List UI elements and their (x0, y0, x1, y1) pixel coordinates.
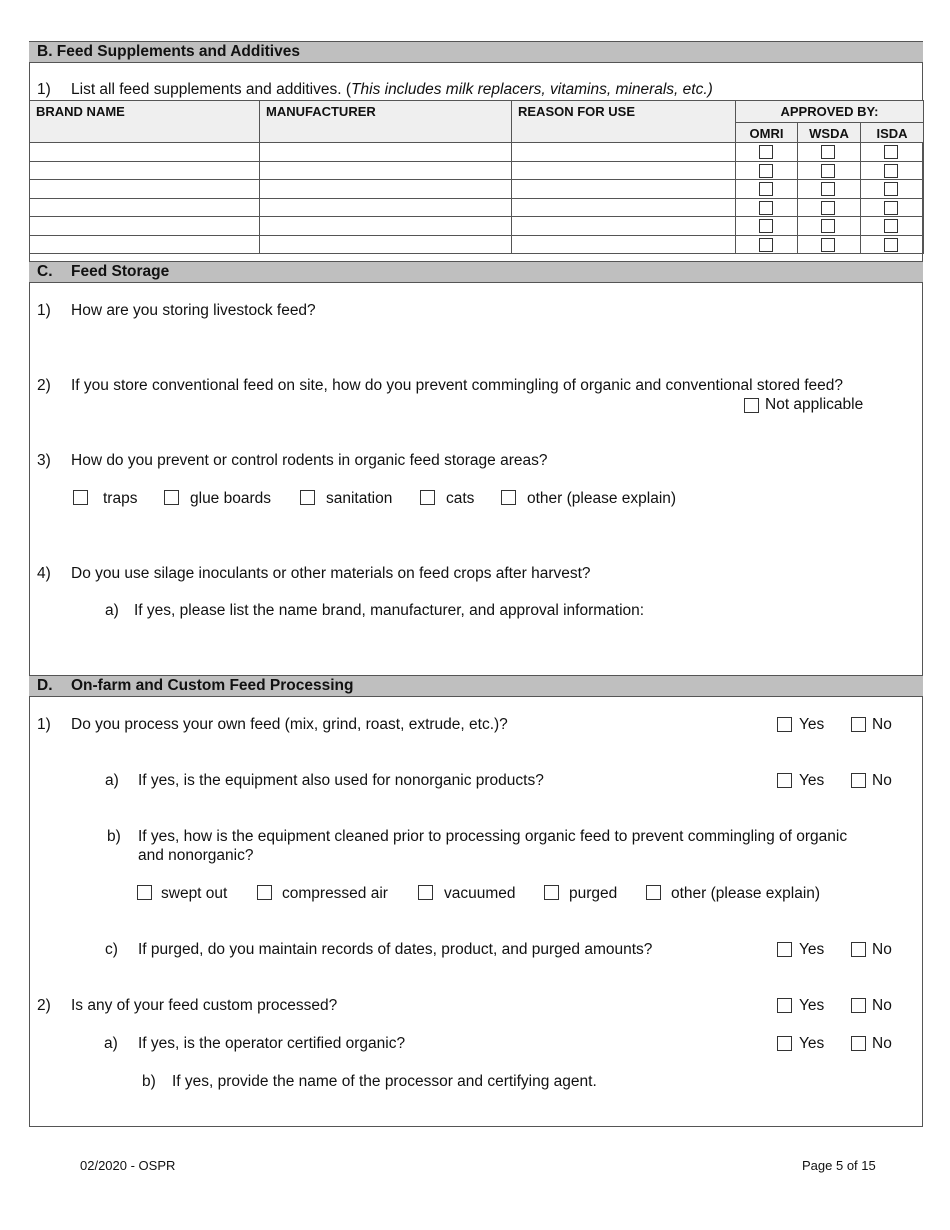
manufacturer-cell[interactable] (260, 198, 512, 217)
compressed-air-checkbox[interactable] (257, 885, 272, 900)
footer-page-number: Page 5 of 15 (802, 1158, 876, 1173)
col-header-isda: ISDA (861, 123, 924, 143)
not-applicable-label: Not applicable (765, 396, 864, 413)
section-d-letter: D. (37, 677, 53, 694)
wsda-checkbox[interactable] (821, 201, 835, 215)
brand-name-cell[interactable] (30, 217, 260, 236)
isda-checkbox[interactable] (884, 219, 898, 233)
d2-yes-label: Yes (799, 997, 825, 1014)
d2-no-label: No (872, 997, 892, 1014)
reason-cell[interactable] (512, 198, 736, 217)
isda-checkbox[interactable] (884, 145, 898, 159)
section-b-q1-italic: This includes milk replacers, vitamins, minerals, etc.) (351, 81, 713, 98)
col-header-reason: REASON FOR USE (512, 101, 736, 143)
d1a-yes-checkbox[interactable] (777, 773, 792, 788)
purged-label: purged (569, 885, 618, 902)
table-row (30, 180, 924, 199)
wsda-checkbox[interactable] (821, 238, 835, 252)
wsda-checkbox[interactable] (821, 182, 835, 196)
isda-checkbox[interactable] (884, 182, 898, 196)
section-d-q1c: If purged, do you maintain records of dates, product, and purged amounts? (138, 941, 653, 958)
section-c-letter: C. (37, 263, 53, 280)
rodent-other-label: other (please explain) (527, 490, 677, 507)
glue-boards-checkbox[interactable] (164, 490, 179, 505)
manufacturer-cell[interactable] (260, 143, 512, 162)
d1c-no-label: No (872, 941, 892, 958)
section-d-q1a-label: a) (105, 772, 119, 789)
section-b-q1-text: List all feed supplements and additives. ( (71, 81, 352, 98)
section-d-q2-number: 2) (37, 997, 51, 1014)
d1a-no-checkbox[interactable] (851, 773, 866, 788)
vacuumed-checkbox[interactable] (418, 885, 433, 900)
section-d-q1-number: 1) (37, 716, 51, 733)
table-row (30, 217, 924, 236)
col-header-brand-name: BRAND NAME (30, 101, 260, 143)
cats-checkbox[interactable] (420, 490, 435, 505)
isda-checkbox[interactable] (884, 164, 898, 178)
section-c-q4-number: 4) (37, 565, 51, 582)
section-c-q3-number: 3) (37, 452, 51, 469)
wsda-checkbox[interactable] (821, 219, 835, 233)
swept-out-label: swept out (161, 885, 228, 902)
manufacturer-cell[interactable] (260, 180, 512, 199)
section-d-title: On-farm and Custom Feed Processing (71, 677, 354, 694)
isda-checkbox[interactable] (884, 201, 898, 215)
section-b-q1-number: 1) (37, 81, 51, 98)
omri-checkbox[interactable] (759, 145, 773, 159)
d2-yes-checkbox[interactable] (777, 998, 792, 1013)
supplements-table (29, 100, 924, 254)
d2a-no-checkbox[interactable] (851, 1036, 866, 1051)
section-c-title: Feed Storage (71, 263, 170, 280)
section-b-title: B. Feed Supplements and Additives (37, 43, 300, 60)
d1c-yes-label: Yes (799, 941, 825, 958)
d2a-yes-checkbox[interactable] (777, 1036, 792, 1051)
d1c-no-checkbox[interactable] (851, 942, 866, 957)
section-b-q1 (71, 81, 713, 99)
glue-boards-label: glue boards (190, 490, 272, 507)
sanitation-checkbox[interactable] (300, 490, 315, 505)
table-row (30, 161, 924, 180)
section-c-q4a: If yes, please list the name brand, manufacturer, and approval information: (134, 602, 645, 619)
d2a-no-label: No (872, 1035, 892, 1052)
section-d-q1b-label: b) (107, 828, 121, 845)
d1-yes-checkbox[interactable] (777, 717, 792, 732)
d1-no-label: No (872, 716, 892, 733)
d2-no-checkbox[interactable] (851, 998, 866, 1013)
section-c-q1-number: 1) (37, 302, 51, 319)
traps-label: traps (103, 490, 138, 507)
section-d-q1a: If yes, is the equipment also used for nonorganic products? (138, 772, 544, 789)
omri-checkbox[interactable] (759, 182, 773, 196)
table-row (30, 198, 924, 217)
d1a-yes-label: Yes (799, 772, 825, 789)
manufacturer-cell[interactable] (260, 235, 512, 254)
cleaning-other-label: other (please explain) (671, 885, 821, 902)
section-c-q2-number: 2) (37, 377, 51, 394)
d1-no-checkbox[interactable] (851, 717, 866, 732)
footer-form-code: 02/2020 - OSPR (80, 1158, 176, 1173)
omri-checkbox[interactable] (759, 219, 773, 233)
wsda-checkbox[interactable] (821, 164, 835, 178)
section-d-q1b-line1: If yes, how is the equipment cleaned prior to processing organic feed to prevent commingling of organic (138, 828, 848, 845)
col-header-manufacturer: MANUFACTURER (260, 101, 512, 143)
table-row (30, 143, 924, 162)
section-d-q2a-label: a) (104, 1035, 118, 1052)
rodent-other-checkbox[interactable] (501, 490, 516, 505)
section-c-q2: If you store conventional feed on site, how do you prevent commingling of organic and conventional stored feed? (71, 377, 844, 394)
section-d-q2: Is any of your feed custom processed? (71, 997, 338, 1014)
reason-cell[interactable] (512, 180, 736, 199)
omri-checkbox[interactable] (759, 238, 773, 252)
wsda-checkbox[interactable] (821, 145, 835, 159)
compressed-air-label: compressed air (282, 885, 388, 902)
cleaning-other-checkbox[interactable] (646, 885, 661, 900)
section-d-q2a: If yes, is the operator certified organic? (138, 1035, 406, 1052)
brand-name-cell[interactable] (30, 235, 260, 254)
section-d-q1b-line2: and nonorganic? (138, 847, 254, 864)
omri-checkbox[interactable] (759, 201, 773, 215)
section-d-q1c-label: c) (105, 941, 118, 958)
isda-checkbox[interactable] (884, 238, 898, 252)
reason-cell[interactable] (512, 161, 736, 180)
reason-cell[interactable] (512, 217, 736, 236)
d1-yes-label: Yes (799, 716, 825, 733)
section-c-q3: How do you prevent or control rodents in organic feed storage areas? (71, 452, 548, 469)
section-b-header (29, 41, 923, 63)
table-row (30, 235, 924, 254)
reason-cell[interactable] (512, 235, 736, 254)
section-c-q4a-label: a) (105, 602, 119, 619)
vacuumed-label: vacuumed (444, 885, 516, 902)
section-d-q2b: If yes, provide the name of the processor and certifying agent. (172, 1073, 597, 1090)
section-c-q1: How are you storing livestock feed? (71, 302, 316, 319)
d1a-no-label: No (872, 772, 892, 789)
col-header-approved-by: APPROVED BY: (736, 101, 924, 123)
col-header-omri: OMRI (736, 123, 798, 143)
section-c-header (29, 261, 923, 283)
d2a-yes-label: Yes (799, 1035, 825, 1052)
section-d-q2b-label: b) (142, 1073, 156, 1090)
brand-name-cell[interactable] (30, 161, 260, 180)
brand-name-cell[interactable] (30, 143, 260, 162)
not-applicable-checkbox[interactable] (744, 398, 759, 413)
sanitation-label: sanitation (326, 490, 393, 507)
manufacturer-cell[interactable] (260, 161, 512, 180)
section-d-q1: Do you process your own feed (mix, grind, roast, extrude, etc.)? (71, 716, 508, 733)
traps-checkbox[interactable] (73, 490, 88, 505)
section-d-header (29, 675, 923, 697)
cats-label: cats (446, 490, 475, 507)
reason-cell[interactable] (512, 143, 736, 162)
purged-checkbox[interactable] (544, 885, 559, 900)
manufacturer-cell[interactable] (260, 217, 512, 236)
d1c-yes-checkbox[interactable] (777, 942, 792, 957)
col-header-wsda: WSDA (798, 123, 861, 143)
brand-name-cell[interactable] (30, 180, 260, 199)
section-c-q4: Do you use silage inoculants or other materials on feed crops after harvest? (71, 565, 591, 582)
brand-name-cell[interactable] (30, 198, 260, 217)
swept-out-checkbox[interactable] (137, 885, 152, 900)
omri-checkbox[interactable] (759, 164, 773, 178)
